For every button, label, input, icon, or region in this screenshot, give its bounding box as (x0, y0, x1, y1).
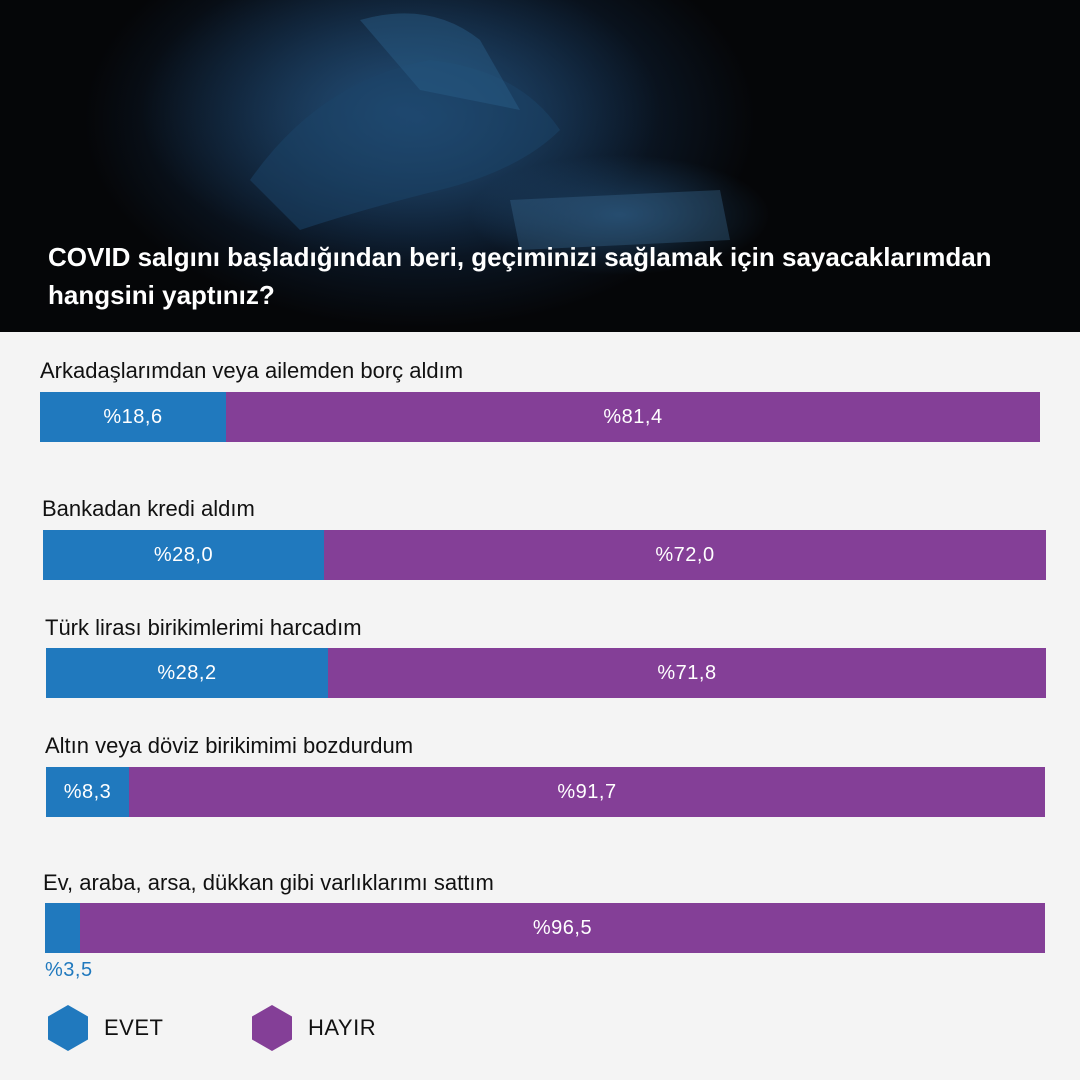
legend-swatch-evet-icon (46, 1004, 90, 1052)
legend-item-evet (46, 1004, 163, 1052)
category-label: Türk lirası birikimlerimi harcadım (45, 615, 362, 640)
category-label: Altın veya döviz birikimimi bozdurdum (45, 733, 414, 758)
bar-segment-hayir: %91,7 (129, 767, 1045, 817)
data-label-evet: %3,5 (45, 959, 93, 981)
stacked-bar (46, 767, 1045, 817)
category-label: Ev, araba, arsa, dükkan gibi varlıklarımı sattım (43, 870, 494, 895)
stacked-bar (45, 903, 1045, 953)
category-label: Bankadan kredi aldım (42, 496, 255, 521)
stacked-bar (40, 392, 1040, 442)
legend-swatch-hayir-icon (250, 1004, 294, 1052)
bar-segment-hayir: %96,5 (80, 903, 1045, 953)
header-banner (0, 0, 1080, 332)
bar-segment-hayir: %72,0 (324, 530, 1046, 580)
bar-segment-evet: %18,6 (40, 392, 226, 442)
bar-segment-evet: %28,2 (46, 648, 328, 698)
category-label: Arkadaşlarımdan veya ailemden borç aldım (40, 358, 464, 383)
legend-label-hayir: HAYIR (308, 1015, 377, 1040)
legend-item-hayir (250, 1004, 376, 1052)
stacked-bar (46, 648, 1046, 698)
bar-segment-evet (45, 903, 80, 953)
chart-title: COVID salgını başladığından beri, geçiminizi sağlamak için sayacaklarımdan hangsini yaptınız? (48, 242, 992, 310)
stacked-bar (43, 530, 1046, 580)
bar-segment-evet: %8,3 (46, 767, 129, 817)
legend-label-evet: EVET (104, 1015, 164, 1040)
bar-segment-hayir: %81,4 (226, 392, 1040, 442)
bar-segment-hayir: %71,8 (328, 648, 1046, 698)
bar-segment-evet: %28,0 (43, 530, 324, 580)
